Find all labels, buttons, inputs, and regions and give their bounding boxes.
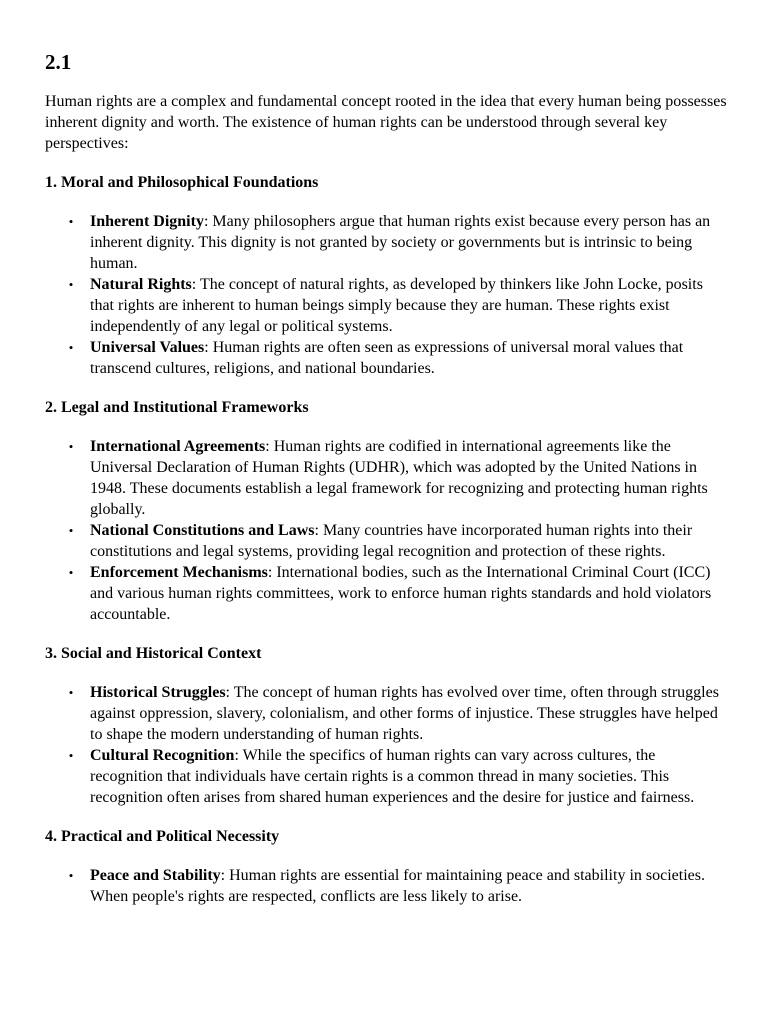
bullet-icon: • xyxy=(68,685,74,700)
section-heading: 3. Social and Historical Context xyxy=(45,645,262,662)
bullet-list xyxy=(45,436,728,625)
list-item xyxy=(45,520,728,562)
list-item-term: Universal Values xyxy=(90,339,205,356)
list-item-text: : Human rights are essential for maintaining peace and stability in societies. When people's rights are respected, conflicts are less likely to arise. xyxy=(90,867,705,905)
list-item-term: Inherent Dignity xyxy=(90,213,204,230)
list-item-term: Enforcement Mechanisms xyxy=(90,564,268,581)
bullet-icon: • xyxy=(68,565,74,580)
list-item xyxy=(45,337,728,379)
list-item xyxy=(45,274,728,337)
list-item xyxy=(45,745,728,808)
list-item-text: : The concept of natural rights, as developed by thinkers like John Locke, posits that rights are inherent to human beings simply because they are human. These rights exist independently of any legal or political systems. xyxy=(90,276,703,335)
list-item-term: International Agreements xyxy=(90,438,266,455)
list-item-term: Peace and Stability xyxy=(90,867,221,884)
intro-paragraph: Human rights are a complex and fundamental concept rooted in the idea that every human being possesses inherent dignity and worth. The existence of human rights can be understood through several key perspectives: xyxy=(45,93,727,152)
list-item-term: National Constitutions and Laws xyxy=(90,522,315,539)
list-item-term: Cultural Recognition xyxy=(90,747,235,764)
list-item-term: Natural Rights xyxy=(90,276,192,293)
list-item-text: : Many philosophers argue that human rights exist because every person has an inherent dignity. This dignity is not granted by society or governments but is intrinsic to being human. xyxy=(90,213,711,272)
list-item-text: : Human rights are codified in international agreements like the Universal Declaration of Human Rights (UDHR), which was adopted by the United Nations in 1948. These documents establish a legal framework for recognizing and protecting human rights globally. xyxy=(90,438,708,518)
section-heading: 2. Legal and Institutional Frameworks xyxy=(45,399,309,416)
list-item xyxy=(45,436,728,520)
bullet-list xyxy=(45,682,728,808)
list-item-term: Historical Struggles xyxy=(90,684,226,701)
list-item-text: : Human rights are often seen as expressions of universal moral values that transcend cultures, religions, and national boundaries. xyxy=(90,339,684,377)
list-item-text: : The concept of human rights has evolved over time, often through struggles against oppression, slavery, colonialism, and other forms of injustice. These struggles have helped to shape the modern understanding of human rights. xyxy=(90,684,719,743)
section-heading: 1. Moral and Philosophical Foundations xyxy=(45,174,319,191)
bullet-icon: • xyxy=(68,214,74,229)
list-item-text: : While the specifics of human rights can vary across cultures, the recognition that individuals have certain rights is a common thread in many societies. This recognition often arises from shared human experiences and the desire for justice and fairness. xyxy=(90,747,695,806)
bullet-icon: • xyxy=(68,868,74,883)
bullet-icon: • xyxy=(68,340,74,355)
bullet-icon: • xyxy=(68,523,74,538)
list-item xyxy=(45,682,728,745)
list-item-text: : International bodies, such as the International Criminal Court (ICC) and various human rights committees, work to enforce human rights standards and hold violators accountable. xyxy=(90,564,712,623)
sections-container xyxy=(45,172,728,907)
list-item-text: : Many countries have incorporated human rights into their constitutions and legal systems, providing legal recognition and protection of these rights. xyxy=(90,522,693,560)
list-item xyxy=(45,865,728,907)
list-item xyxy=(45,211,728,274)
bullet-list xyxy=(45,211,728,379)
bullet-list xyxy=(45,865,728,907)
bullet-icon: • xyxy=(68,439,74,454)
page-title: 2.1 xyxy=(45,50,72,74)
list-item xyxy=(45,562,728,625)
section-heading: 4. Practical and Political Necessity xyxy=(45,828,280,845)
bullet-icon: • xyxy=(68,748,74,763)
bullet-icon: • xyxy=(68,277,74,292)
